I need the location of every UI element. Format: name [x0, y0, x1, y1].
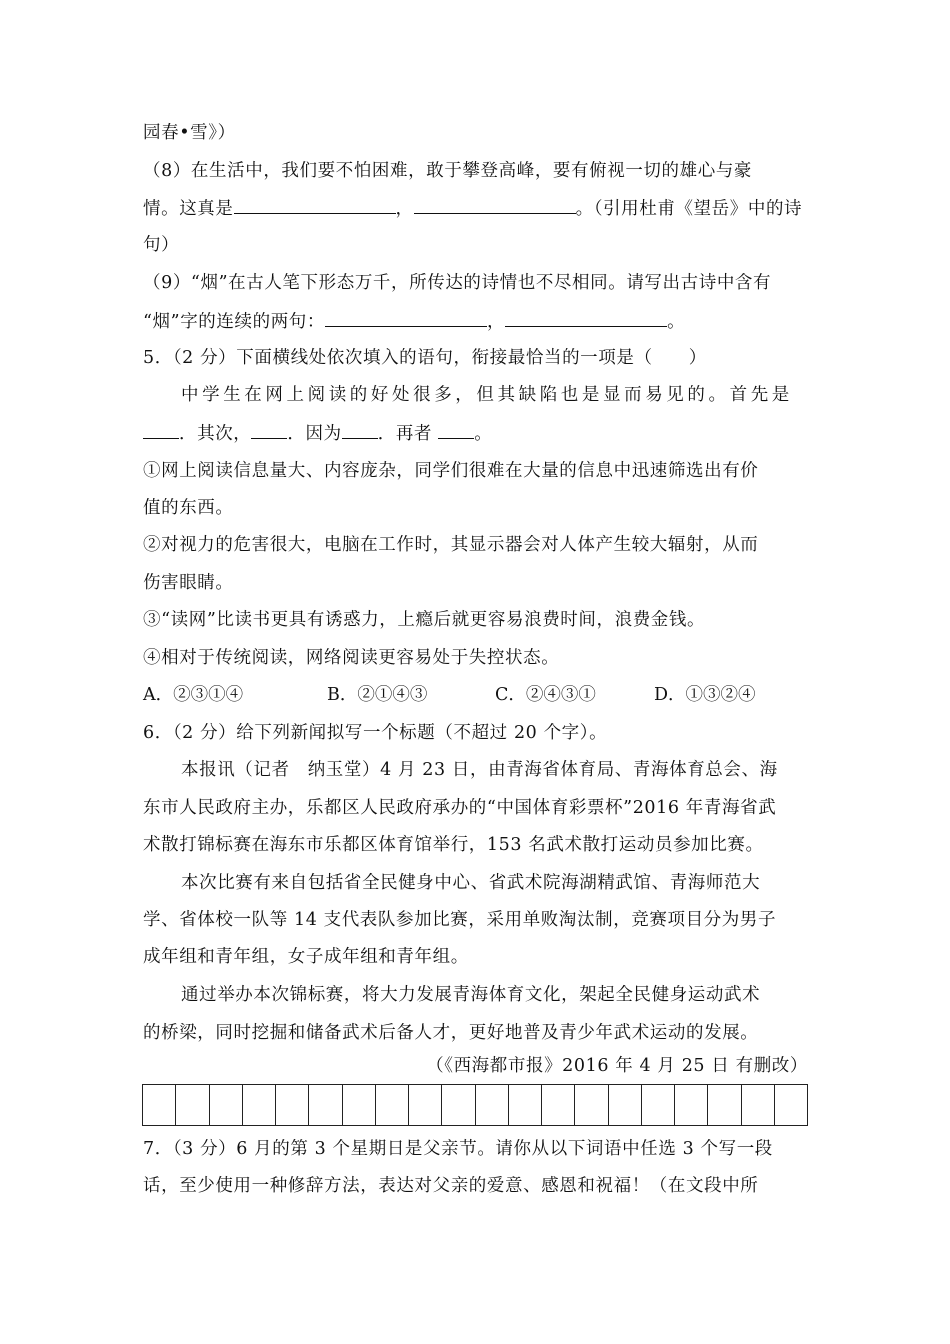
answer-grid-cell[interactable]: [409, 1085, 442, 1125]
answer-blank[interactable]: [505, 308, 667, 327]
text-line: 园春•雪》）: [143, 123, 236, 143]
question-7-line-2: 话，至少使用一种修辞方法，表达对父亲的爱意、感恩和祝福！（在文段中所: [143, 1176, 759, 1196]
answer-grid-cell[interactable]: [575, 1085, 608, 1125]
answer-blank[interactable]: [143, 420, 179, 439]
option-c[interactable]: C．②④③①: [495, 685, 596, 705]
news-paragraph-3-line-2: 的桥梁，同时挖掘和储备武术后备人才，更好地普及青少年武术运动的发展。: [143, 1023, 759, 1043]
text-fragment: ．再者: [377, 424, 439, 444]
question-7-line-1: 7．（3 分）6 月的第 3 个星期日是父亲节。请你从以下词语中任选 3 个写一段: [143, 1139, 773, 1159]
sentence-3: ③“读网”比读书更具有诱惑力，上瘾后就更容易浪费时间，浪费金钱。: [143, 610, 706, 630]
answer-blank[interactable]: [342, 420, 378, 439]
question-9-line-1: （9）“烟”在古人笔下形态万千，所传达的诗情也不尽相同。请写出古诗中含有: [143, 273, 772, 293]
answer-blank[interactable]: [438, 420, 474, 439]
news-paragraph-3-line-1: 通过举办本次锦标赛，将大力发展青海体育文化，架起全民健身运动武术: [181, 985, 761, 1005]
answer-grid-cell[interactable]: [276, 1085, 309, 1125]
answer-grid[interactable]: [142, 1084, 808, 1126]
answer-grid-cell[interactable]: [708, 1085, 741, 1125]
answer-grid-cell[interactable]: [675, 1085, 708, 1125]
answer-grid-cell[interactable]: [343, 1085, 376, 1125]
news-paragraph-2-line-3: 成年组和青年组，女子成年组和青年组。: [143, 947, 469, 967]
question-8-line-3: 句）: [143, 235, 180, 255]
answer-blank[interactable]: [234, 195, 396, 214]
question-8-line-1: （8）在生活中，我们要不怕困难，敢于攀登高峰，要有俯视一切的雄心与豪: [143, 161, 753, 181]
text-fragment: 情。这真是: [143, 199, 234, 219]
text-fragment: 。: [667, 312, 686, 332]
answer-grid-cell[interactable]: [609, 1085, 642, 1125]
answer-grid-cell[interactable]: [742, 1085, 775, 1125]
news-paragraph-1-line-3: 术散打锦标赛在海东市乐都区体育馆举行，153 名武术散打运动员参加比赛。: [143, 835, 764, 855]
text-fragment: ，: [487, 312, 506, 332]
question-6-title: 6．（2 分）给下列新闻拟写一个标题（不超过 20 个字）。: [143, 723, 608, 743]
answer-grid-cell[interactable]: [243, 1085, 276, 1125]
answer-grid-cell[interactable]: [476, 1085, 509, 1125]
text-fragment: 。（引用杜甫《望岳》中的诗: [575, 199, 803, 219]
text-fragment: ，: [395, 199, 414, 219]
text-fragment: “烟”字的连续的两句：: [143, 312, 325, 332]
sentence-2-line-2: 伤害眼睛。: [143, 573, 234, 593]
news-paragraph-1-line-1: 本报讯（记者 纳玉堂）4 月 23 日，由青海省体育局、青海体育总会、海: [181, 760, 778, 780]
sentence-1-line-2: 值的东西。: [143, 498, 234, 518]
answer-grid-cell[interactable]: [542, 1085, 575, 1125]
answer-grid-cell[interactable]: [176, 1085, 209, 1125]
question-5-paragraph-line-2: [143, 420, 492, 447]
answer-grid-cell[interactable]: [442, 1085, 475, 1125]
text-fragment: ．因为: [287, 424, 342, 444]
answer-grid-cell[interactable]: [509, 1085, 542, 1125]
answer-blank[interactable]: [414, 195, 576, 214]
news-paragraph-1-line-2: 东市人民政府主办，乐都区人民政府承办的“中国体育彩票杯”2016 年青海省武: [143, 798, 777, 818]
option-b[interactable]: B．②①④③: [327, 685, 428, 705]
text-fragment: ．其次，: [179, 424, 252, 444]
question-9-line-2: [143, 308, 685, 335]
option-a[interactable]: A．②③①④: [143, 685, 244, 705]
answer-grid-cell[interactable]: [376, 1085, 409, 1125]
answer-grid-cell[interactable]: [642, 1085, 675, 1125]
text-fragment: 。: [474, 424, 493, 444]
news-paragraph-2-line-1: 本次比赛有来自包括省全民健身中心、省武术院海湖精武馆、青海师范大: [181, 873, 761, 893]
answer-grid-cell[interactable]: [143, 1085, 176, 1125]
answer-grid-cell[interactable]: [210, 1085, 243, 1125]
question-5-paragraph-line-1: 中学生在网上阅读的好处很多，但其缺陷也是显而易见的。首先是: [181, 385, 793, 405]
answer-blank[interactable]: [325, 308, 487, 327]
news-source: （《西海都市报》2016 年 4 月 25 日 有删改）: [426, 1056, 808, 1076]
answer-grid-cell[interactable]: [775, 1085, 807, 1125]
sentence-2-line-1: ②对视力的危害很大，电脑在工作时，其显示器会对人体产生较大辐射，从而: [143, 535, 759, 555]
sentence-1-line-1: ①网上阅读信息量大、内容庞杂，同学们很难在大量的信息中迅速筛选出有价: [143, 461, 759, 481]
answer-grid-cell[interactable]: [309, 1085, 342, 1125]
question-5-title: 5．（2 分）下面横线处依次填入的语句，衔接最恰当的一项是（ ）: [143, 348, 707, 368]
answer-blank[interactable]: [251, 420, 287, 439]
question-8-line-2: [143, 195, 802, 222]
option-d[interactable]: D．①③②④: [654, 685, 756, 705]
news-paragraph-2-line-2: 学、省体校一队等 14 支代表队参加比赛，采用单败淘汰制，竞赛项目分为男子: [143, 910, 777, 930]
sentence-4: ④相对于传统阅读，网络阅读更容易处于失控状态。: [143, 648, 560, 668]
